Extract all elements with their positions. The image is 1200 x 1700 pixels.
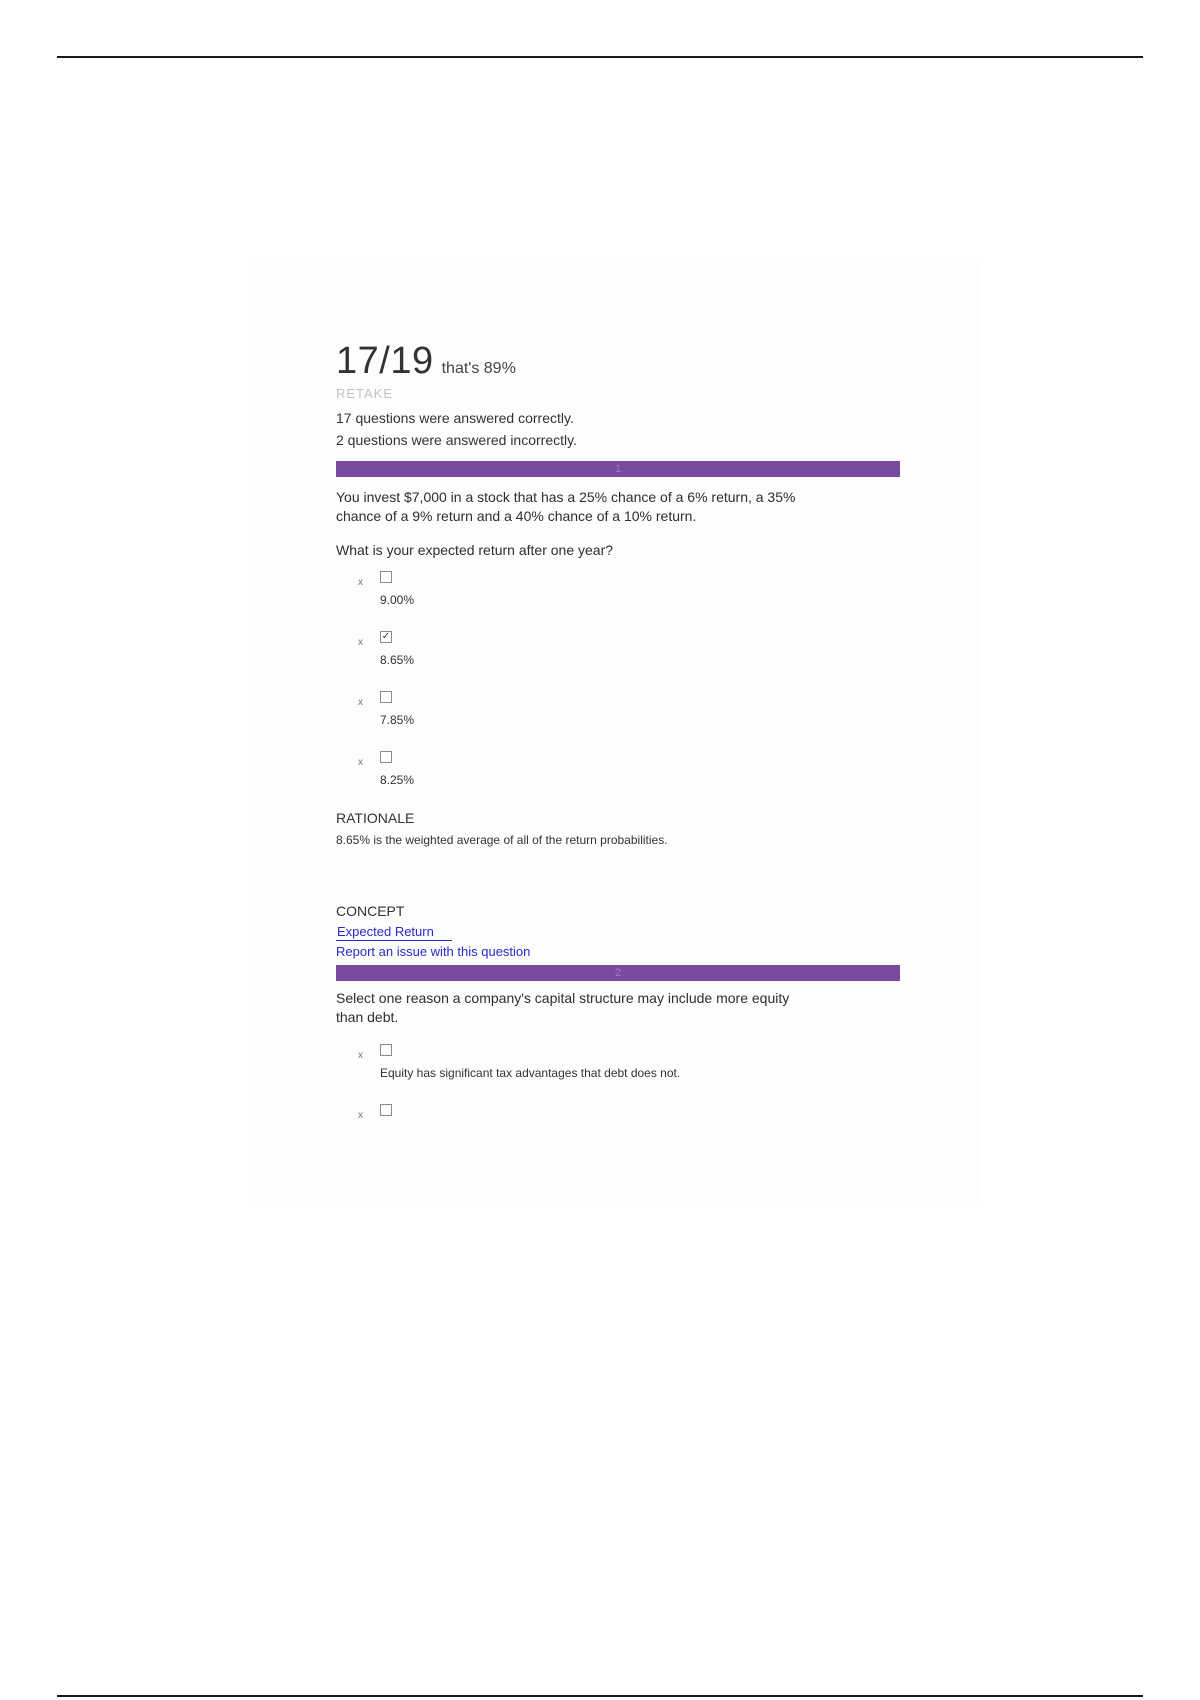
incorrect-marker-icon: x (358, 757, 363, 768)
quiz-results (336, 340, 900, 1161)
score-fraction: 17/19 (336, 340, 434, 382)
concept-heading: CONCEPT (336, 903, 405, 919)
score-line (336, 340, 900, 384)
answer-checkbox[interactable] (380, 571, 392, 583)
question-2-header: 2 (336, 965, 900, 981)
answer-checkbox[interactable] (380, 1104, 392, 1116)
answer-checkbox-checked[interactable]: ✓ (381, 631, 391, 642)
incorrect-marker-icon: x (358, 697, 363, 708)
answer-option[interactable] (336, 688, 900, 748)
rationale-text: 8.65% is the weighted average of all of the return probabilities. (336, 833, 668, 847)
answer-checkbox[interactable] (380, 751, 392, 763)
answer-option[interactable] (336, 1041, 900, 1101)
incorrect-marker-icon: x (358, 637, 363, 648)
answer-option[interactable] (336, 568, 900, 628)
answer-option[interactable] (336, 748, 900, 808)
answer-option[interactable] (336, 1101, 900, 1161)
correct-count-text: 17 questions were answered correctly. (336, 410, 574, 426)
question-1-prompt: What is your expected return after one year? (336, 542, 614, 558)
incorrect-marker-icon: x (358, 577, 363, 588)
page-top-rule (57, 56, 1143, 58)
question-1-text: You invest $7,000 in a stock that has a 25% chance of a 6% return, a 35% chance of a 9% return and a 40% chance of a 10% return. (336, 489, 796, 524)
answer-label: 8.65% (380, 653, 415, 667)
answer-label: 9.00% (380, 593, 415, 607)
rationale-heading: RATIONALE (336, 810, 415, 826)
incorrect-count-text: 2 questions were answered incorrectly. (336, 432, 577, 448)
page-bottom-rule (57, 1695, 1143, 1697)
question-2-answers (336, 1041, 900, 1161)
answer-checkbox[interactable] (380, 691, 392, 703)
concept-link[interactable]: Expected Return (336, 924, 452, 941)
score-summary (336, 407, 900, 451)
question-2-text: Select one reason a company's capital structure may include more equity than debt. (336, 990, 790, 1025)
answer-label: 7.85% (380, 713, 415, 727)
question-1-header: 1 (336, 461, 900, 477)
answer-label: 8.25% (380, 773, 415, 787)
answer-checkbox[interactable] (380, 1044, 392, 1056)
report-issue-link[interactable]: Report an issue with this question (336, 944, 531, 959)
answer-option[interactable] (336, 628, 900, 688)
answer-label: Equity has significant tax advantages that debt does not. (380, 1066, 681, 1080)
retake-button[interactable]: RETAKE (336, 386, 394, 401)
question-1-answers (336, 568, 900, 808)
incorrect-marker-icon: x (358, 1110, 363, 1121)
score-percent: that's 89% (441, 360, 516, 377)
incorrect-marker-icon: x (358, 1050, 363, 1061)
